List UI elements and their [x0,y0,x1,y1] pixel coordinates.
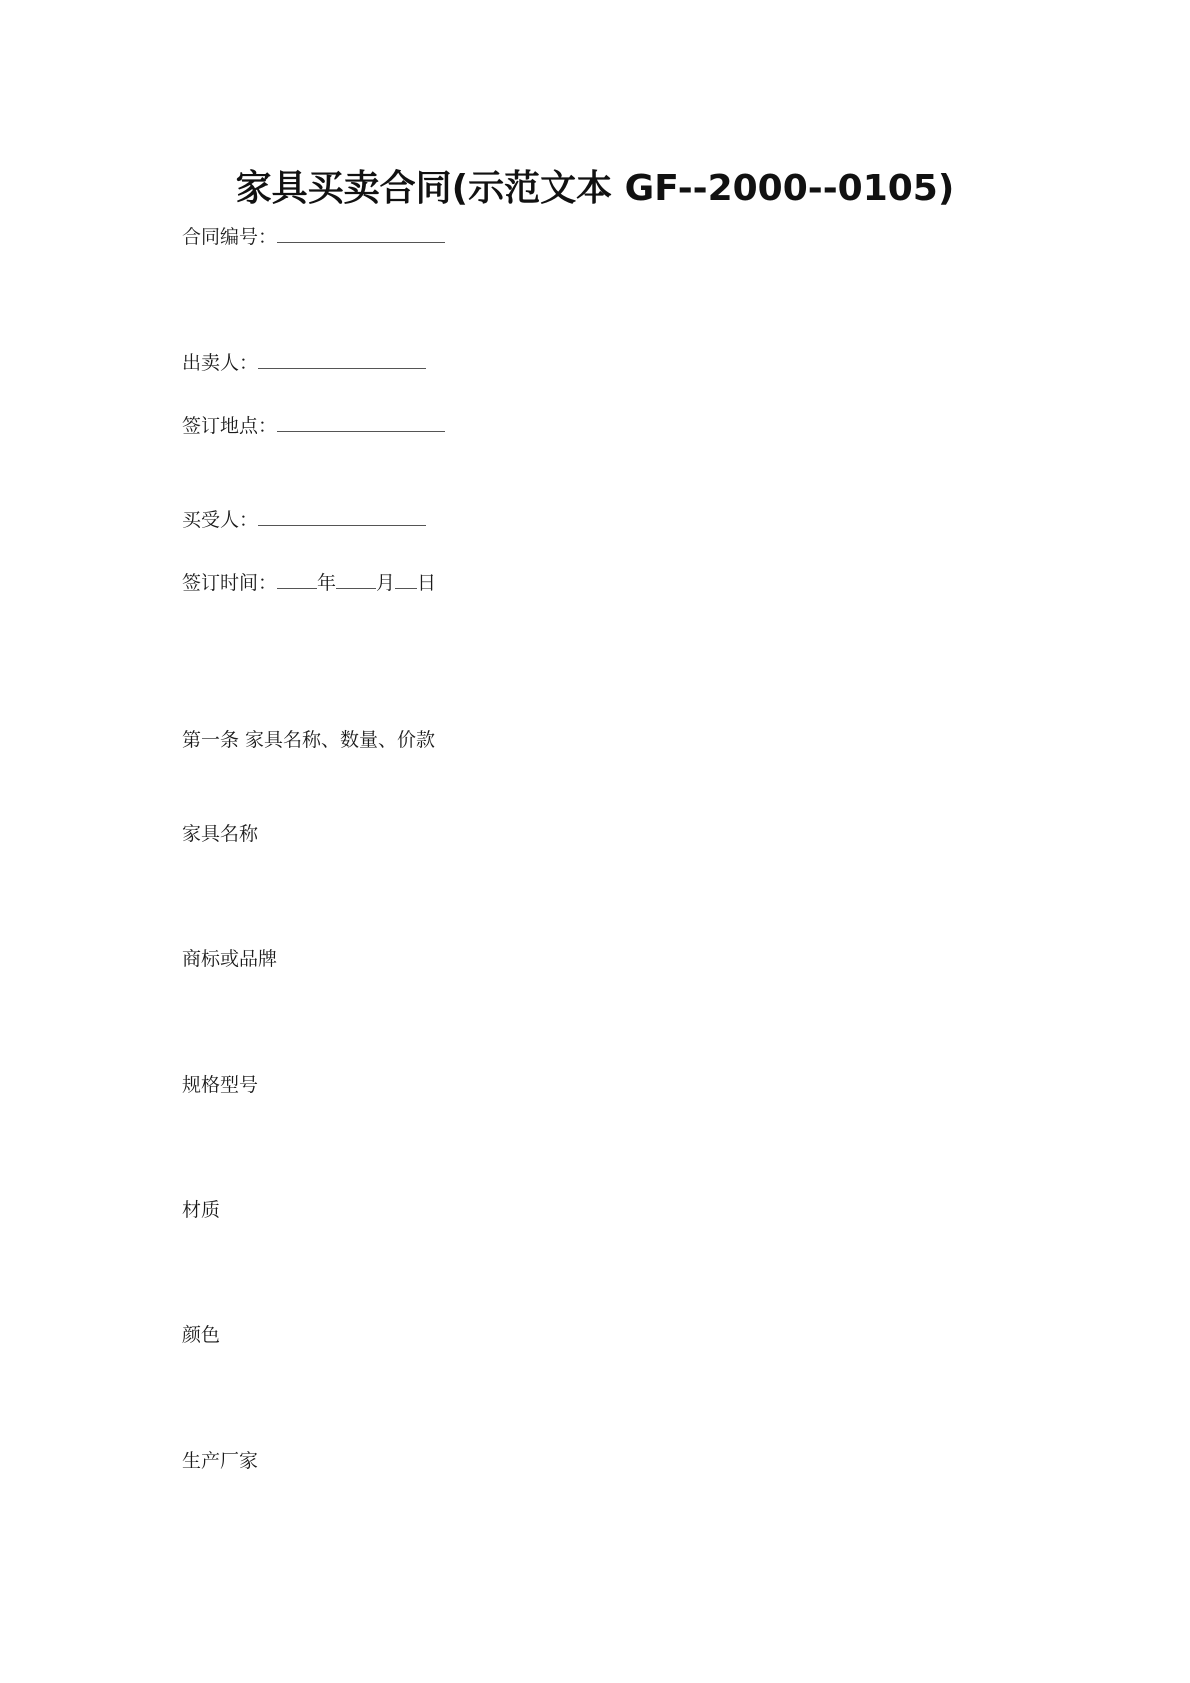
seller-line [182,351,426,375]
signing-place-blank[interactable] [277,415,445,432]
day-label: 日 [417,572,437,594]
field-color: 颜色 [182,1324,221,1346]
seller-blank[interactable] [258,352,426,369]
buyer-line [182,508,426,532]
contract-number-blank[interactable] [277,226,445,243]
contract-number-label: 合同编号： [182,226,278,248]
month-label: 月 [376,572,396,594]
month-blank[interactable] [336,572,376,589]
day-blank[interactable] [395,572,417,589]
contract-number-line [182,225,445,249]
signing-place-line [182,414,445,438]
year-blank[interactable] [277,572,317,589]
field-manufacturer: 生产厂家 [182,1450,259,1472]
buyer-blank[interactable] [258,509,426,526]
signing-time-label: 签订时间： [182,572,278,594]
document-title: 家具买卖合同(示范文本 GF--2000--0105) [235,168,955,209]
buyer-label: 买受人： [182,509,259,531]
field-trademark-brand: 商标或品牌 [182,948,278,970]
field-furniture-name: 家具名称 [182,823,259,845]
field-specification-model: 规格型号 [182,1074,259,1096]
year-label: 年 [317,572,337,594]
article1-heading: 第一条 家具名称、数量、价款 [182,729,436,751]
signing-time-line [182,571,436,595]
seller-label: 出卖人： [182,352,259,374]
field-material: 材质 [182,1199,221,1221]
signing-place-label: 签订地点： [182,415,278,437]
